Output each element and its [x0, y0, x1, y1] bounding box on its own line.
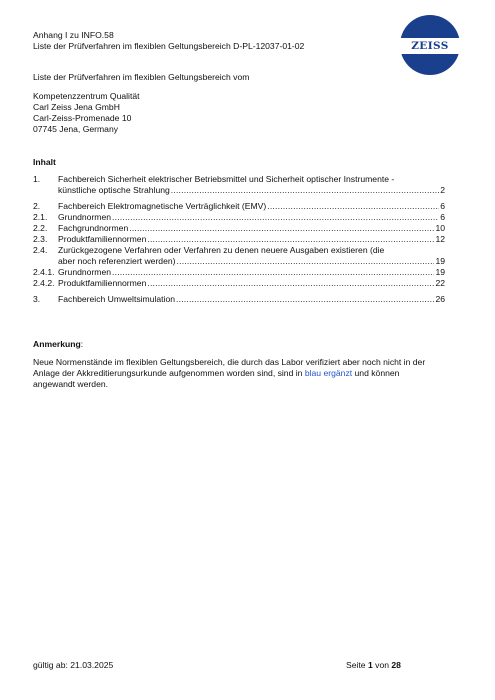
toc-leader: [147, 234, 434, 245]
address-line: Carl Zeiss Jena GmbH: [33, 102, 120, 112]
toc-page: 19: [435, 267, 445, 277]
toc-leader: [112, 267, 434, 278]
toc-number: 2.4.: [33, 245, 48, 255]
intro-line: Liste der Prüfverfahren im flexiblen Geltungsbereich vom: [33, 72, 250, 82]
footer-of-word: von: [372, 660, 392, 670]
toc-title: aber noch referenziert werden): [58, 256, 176, 266]
toc-leader: [176, 294, 434, 305]
toc-entry-1[interactable]: [33, 174, 445, 185]
footer-page-current: 1: [367, 660, 373, 670]
toc-number: 2.2.: [33, 223, 48, 233]
footer-valid-date: gültig ab: 21.03.2025: [33, 660, 114, 670]
address-block: [33, 91, 140, 135]
toc-page: 22: [435, 278, 445, 288]
toc-leader: [171, 185, 439, 196]
toc-entry-2-2[interactable]: [33, 223, 445, 234]
toc-entry-3[interactable]: [33, 294, 445, 305]
toc-leader: [112, 212, 439, 223]
address-line: Kompetenzzentrum Qualität: [33, 91, 140, 101]
toc-page: 12: [435, 234, 445, 244]
toc-entry-2-4-2[interactable]: [33, 278, 445, 289]
header-annex-line: Anhang I zu INFO.58: [33, 30, 114, 40]
toc-entry-2-4[interactable]: [33, 245, 445, 256]
toc-page: 6: [440, 212, 445, 222]
toc-title: Grundnormen: [58, 267, 112, 277]
toc-entry-2-4-continued[interactable]: [33, 256, 445, 267]
toc-title: Produktfamiliennormen: [58, 278, 147, 288]
toc-heading: Inhalt: [33, 157, 56, 167]
toc-entry-2-1[interactable]: [33, 212, 445, 223]
note-text-part2: und können angewandt werden.: [33, 368, 400, 389]
header-title-line: Liste der Prüfverfahren im flexiblen Geltungsbereich D-PL-12037-01-02: [33, 41, 305, 51]
note-heading: [33, 339, 83, 350]
toc-page: 26: [435, 294, 445, 304]
note-text-part1: Neue Normenstände im flexiblen Geltungsbereich, die durch das Labor verifiziert aber noch nicht in der Anlage der Akkreditierungsurkunde aufgenommen worden sind, sind in: [33, 357, 426, 378]
toc-page: 6: [440, 201, 445, 211]
toc-entry-2-3[interactable]: [33, 234, 445, 245]
toc-leader: [177, 256, 435, 267]
footer-page-total: 28: [391, 660, 401, 670]
note-text: [33, 357, 443, 390]
toc-title: künstliche optische Strahlung: [58, 185, 170, 195]
toc-number: 2.4.1.: [33, 267, 55, 277]
toc-entry-1-continued[interactable]: [33, 185, 445, 196]
toc-title: Fachgrundnormen: [58, 223, 129, 233]
toc-number: 2.1.: [33, 212, 48, 222]
toc-leader: [267, 201, 439, 212]
toc-title: Fachbereich Elektromagnetische Verträglichkeit (EMV): [58, 201, 267, 211]
address-line: Carl-Zeiss-Promenade 10: [33, 113, 132, 123]
footer-page-word: Seite: [346, 660, 368, 670]
toc-entry-2-4-1[interactable]: [33, 267, 445, 278]
toc-title: Fachbereich Umweltsimulation: [58, 294, 176, 304]
address-line: 07745 Jena, Germany: [33, 124, 119, 134]
toc-number: 2.3.: [33, 234, 48, 244]
toc-title: Produktfamiliennormen: [58, 234, 147, 244]
toc-title: Fachbereich Sicherheit elektrischer Betriebsmittel und Sicherheit optischer Instrumente -: [58, 174, 395, 184]
toc-leader: [129, 223, 434, 234]
toc-page: 2: [440, 185, 445, 195]
note-heading-colon: :: [80, 339, 84, 349]
document-header: [33, 30, 363, 52]
toc-title: Grundnormen: [58, 212, 112, 222]
zeiss-logo: [400, 15, 460, 75]
toc-leader: [147, 278, 434, 289]
note-heading-text: Anmerkung: [33, 339, 81, 349]
toc-number: 1.: [33, 174, 41, 184]
toc-page: 19: [435, 256, 445, 266]
toc-number: 2.4.2.: [33, 278, 55, 288]
toc-page: 10: [435, 223, 445, 233]
toc-entry-2[interactable]: [33, 201, 445, 212]
toc-number: 2.: [33, 201, 41, 211]
logo-text: ZEISS: [411, 40, 449, 52]
toc-title: Zurückgezogene Verfahren oder Verfahren zu denen neuere Ausgaben existieren (die: [58, 245, 385, 255]
toc-number: 3.: [33, 294, 41, 304]
table-of-contents: [33, 174, 445, 305]
footer-page-number: [346, 660, 401, 671]
note-text-blue: blau ergänzt: [304, 368, 353, 378]
